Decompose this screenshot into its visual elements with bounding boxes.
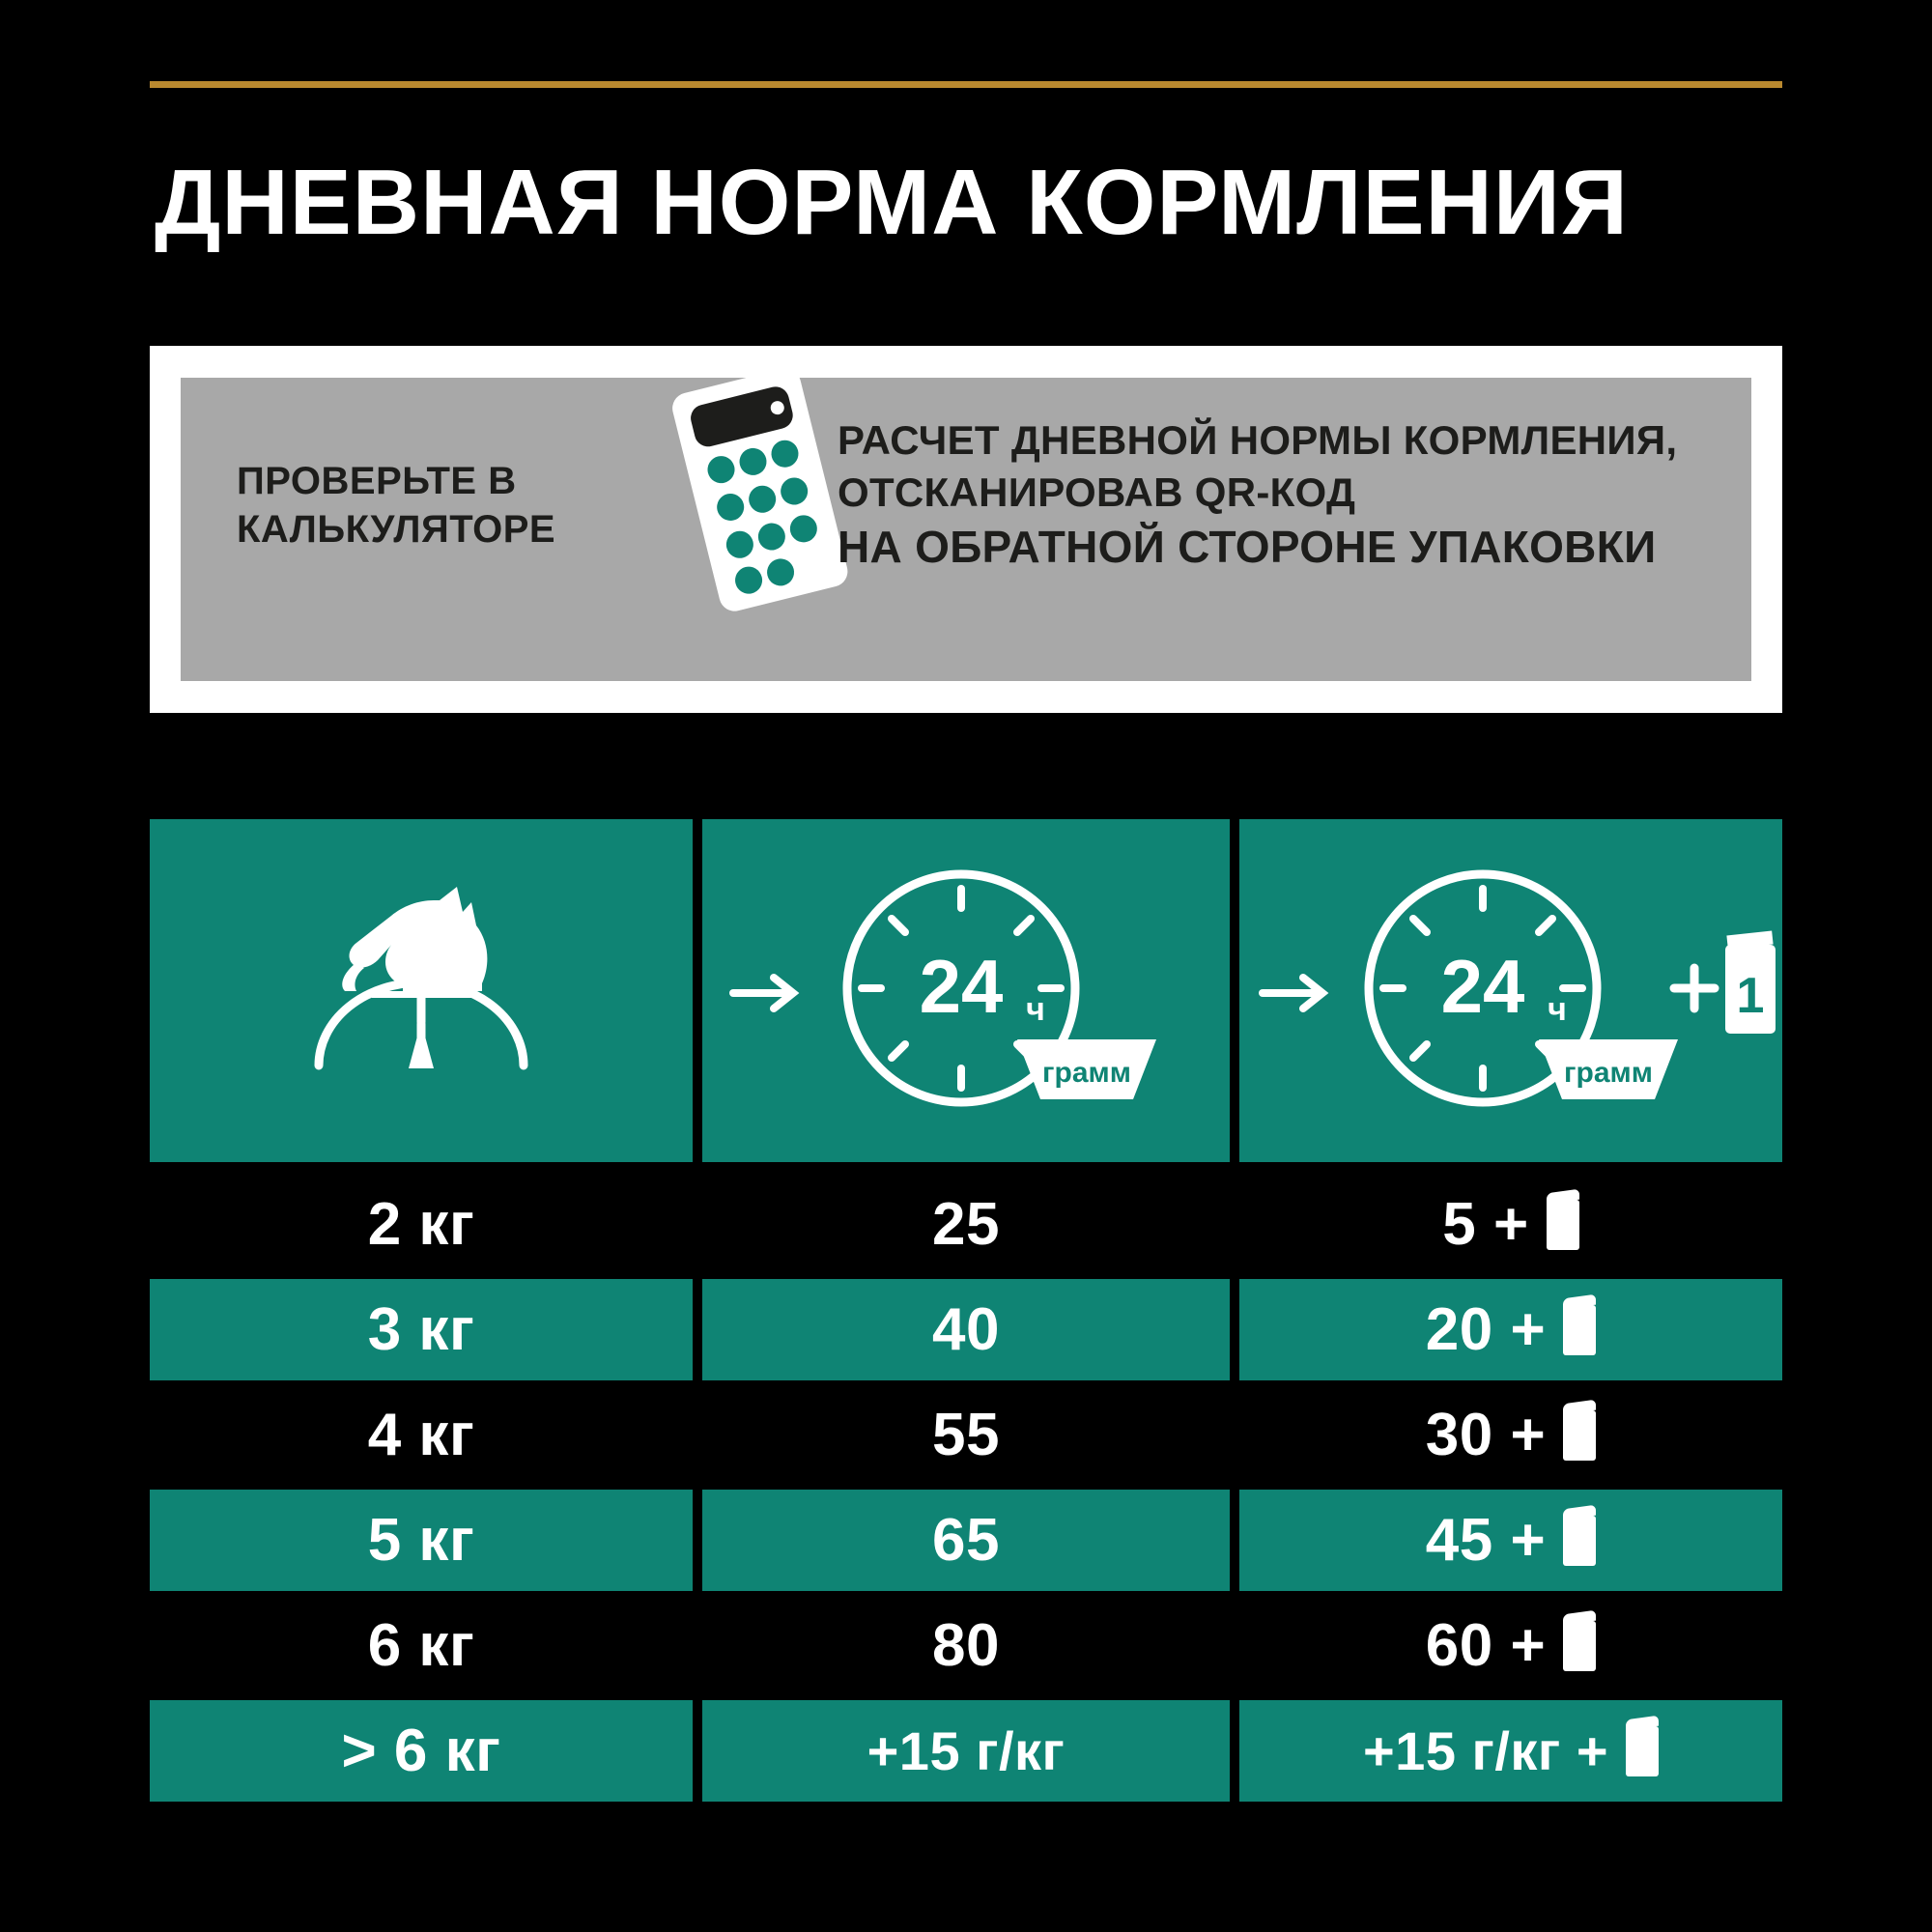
cell-dry-plus-wet-value: 30 +	[1425, 1402, 1547, 1468]
header-cell-weight	[150, 819, 693, 1162]
table-row	[150, 1490, 1782, 1591]
cell-dry-plus-wet-value: +15 г/кг +	[1362, 1720, 1609, 1781]
table-header-band	[150, 819, 1782, 1162]
calculator-banner-line-3: НА ОБРАТНОЙ СТОРОНЕ УПАКОВКИ	[838, 521, 1657, 572]
cell-dry-plus-wet	[1239, 1279, 1782, 1380]
svg-text:24: 24	[919, 944, 1004, 1029]
cell-dry-plus-wet-value: 60 +	[1425, 1612, 1547, 1679]
calculator-banner-line-1: РАСЧЕТ ДНЕВНОЙ НОРМЫ КОРМЛЕНИЯ,	[838, 417, 1678, 463]
cell-weight: 6 кг	[150, 1595, 693, 1696]
cell-weight: 3 кг	[150, 1279, 693, 1380]
cell-dry-plus-wet-value: 45 +	[1425, 1507, 1547, 1574]
calculator-banner-line-2: ОТСКАНИРОВАВ QR-КОД	[838, 469, 1356, 515]
svg-text:ч: ч	[1548, 991, 1567, 1028]
svg-text:грамм: грамм	[1042, 1057, 1131, 1089]
can-icon	[1563, 1305, 1596, 1355]
can-icon	[1563, 1621, 1596, 1671]
cell-dry: 80	[702, 1595, 1230, 1696]
calculator-icon	[654, 360, 867, 621]
header-cell-dry-plus-wet	[1239, 819, 1782, 1162]
table-row	[150, 1279, 1782, 1380]
calculator-banner	[150, 346, 1782, 713]
can-icon	[1547, 1200, 1579, 1250]
cell-weight: 5 кг	[150, 1490, 693, 1591]
feeding-table	[150, 1174, 1782, 1805]
svg-text:грамм: грамм	[1564, 1057, 1653, 1089]
header-cell-dry	[702, 819, 1230, 1162]
calculator-banner-inner	[181, 378, 1751, 681]
cell-dry: 40	[702, 1279, 1230, 1380]
cell-dry-plus-wet	[1239, 1595, 1782, 1696]
can-icon	[1563, 1410, 1596, 1461]
clock-24h-bowl-icon	[702, 819, 1230, 1162]
cell-dry-plus-wet	[1239, 1700, 1782, 1802]
cell-dry-plus-wet	[1239, 1384, 1782, 1486]
svg-text:ч: ч	[1026, 991, 1045, 1028]
cell-dry-plus-wet-value: 20 +	[1425, 1296, 1547, 1363]
cell-dry: 55	[702, 1384, 1230, 1486]
cell-dry-plus-wet	[1239, 1490, 1782, 1591]
cell-dry-plus-wet	[1239, 1174, 1782, 1275]
gold-divider	[150, 81, 1782, 88]
table-row	[150, 1595, 1782, 1696]
calculator-banner-left-text: ПРОВЕРЬТЕ В КАЛЬКУЛЯТОРЕ	[237, 460, 556, 551]
clock-24h-bowl-plus-can-icon	[1239, 819, 1782, 1162]
cell-dry: +15 г/кг	[702, 1700, 1230, 1802]
cell-dry: 65	[702, 1490, 1230, 1591]
table-row	[150, 1174, 1782, 1275]
calculator-banner-right-text	[838, 414, 1688, 575]
svg-text:1: 1	[1736, 968, 1765, 1024]
page-title: ДНЕВНАЯ НОРМА КОРМЛЕНИЯ	[155, 151, 1629, 254]
cell-weight: 2 кг	[150, 1174, 693, 1275]
table-row	[150, 1384, 1782, 1486]
cell-dry-plus-wet-value: 5 +	[1442, 1191, 1529, 1258]
svg-text:24: 24	[1440, 944, 1525, 1029]
table-row	[150, 1700, 1782, 1802]
cat-on-scale-icon	[150, 819, 693, 1162]
can-icon	[1626, 1726, 1659, 1776]
cell-dry: 25	[702, 1174, 1230, 1275]
can-icon	[1563, 1516, 1596, 1566]
cell-weight: > 6 кг	[150, 1700, 693, 1802]
cell-weight: 4 кг	[150, 1384, 693, 1486]
